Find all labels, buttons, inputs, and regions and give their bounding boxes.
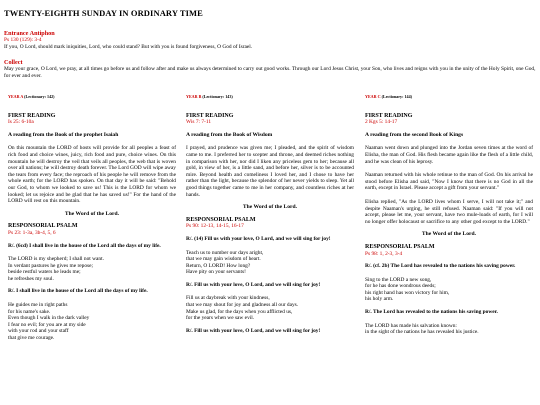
year-c-column	[365, 94, 533, 336]
reading-text: Naaman returned with his whole retinue to the man of God. On his arrival he stood before Elisha and said, "Now I know that there is no God in all the earth, except in Israel. Please accept a gift from your servant."	[365, 172, 533, 192]
first-reading-label: FIRST READING	[186, 112, 234, 119]
psalm-label: RESPONSORIAL PSALM	[186, 216, 256, 223]
readings-columns	[4, 94, 536, 405]
year-a-column	[8, 94, 176, 342]
year-b-column	[186, 94, 354, 334]
psalm-response: R/. I shall live in the house of the Lord all the days of my life.	[8, 288, 148, 295]
entrance-antiphon-heading: Entrance Antiphon	[4, 30, 55, 37]
reading-title: A reading from the Book of Wisdom	[186, 131, 273, 138]
psalm-response: R/. (14) Fill us with your love, O Lord, and we will sing for joy!	[186, 235, 331, 242]
reading-text: Elisha replied, "As the LORD lives whom I serve, I will not take it;" and despite Naaman's urging, he still refused. Naaman said: "If you will not accept, please let me, your servant, have two mule-loads of earth, for I will no longer offer holocaust or sacrifice to any other god except to the LORD."	[365, 198, 533, 225]
psalm-verse: Teach us to number our days aright, that we may gain wisdom of heart. Return, O LORD! How long? Have pity on your servants!	[186, 249, 264, 276]
reading-title: A reading from the second Book of Kings	[365, 131, 464, 138]
psalm-verse: The LORD is my shepherd; I shall not want. In verdant pastures he gives me repose; beside restful waters he leads me; he refreshes my soul.	[8, 256, 104, 282]
psalm-verse: Fill us at daybreak with your kindness, that we may shout for joy and gladness all our days. Make us glad, for the days when you afflicted us, for the years when we saw evil.	[186, 295, 299, 322]
entrance-antiphon-text: If you, O Lord, should mark iniquities, Lord, who could stand? But with you is found forgiveness, O God of Israel.	[4, 43, 253, 50]
psalm-response: R/. Fill us with your love, O Lord, and we will sing for joy!	[186, 281, 321, 288]
reading-ref: Wis 7: 7-11	[186, 119, 212, 126]
collect-text: May your grace, O Lord, we pray, at all times go before us and follow after and make us always determined to carry out good works. Through our Lord Jesus Christ, your Son, who lives and reigns with you in the unity of the Holy Spirit, one God, for ever and ever.	[4, 66, 536, 79]
psalm-ref: Ps 23: 1-3a, 3b-4, 5, 6	[8, 229, 56, 236]
reading-text: On this mountain the LORD of hosts will provide for all peoples a feast of rich food and choice wines, juicy, rich food and pure, choice wines. On this mountain he will destroy the veil that veils all peoples, the web that is woven over all nations; he will destroy death forever. The Lord GOD will wipe away the tears from every face; the reproach of his people he will remove from the whole earth; for the LORD has spoken. On that day it will be said: "Behold our God, to whom we looked to save us! This is the LORD for whom we looked; let us rejoice and be glad that he has saved us!" For the hand of the LORD will rest on this mountain.	[8, 145, 176, 205]
page-title: TWENTY-EIGHTH SUNDAY IN ORDINARY TIME	[4, 8, 203, 18]
word-of-the-lord: The Word of the Lord.	[421, 231, 477, 238]
reading-title: A reading from the Book of the prophet Isaiah	[8, 131, 119, 138]
year-label: YEAR B	[186, 94, 202, 99]
year-a-header	[8, 94, 176, 101]
psalm-verse: He guides me in right paths for his name's sake. Even though I walk in the dark valley I fear no evil; for you are at my side with your rod and your staff that give me courage.	[8, 302, 90, 342]
reading-text: I prayed, and prudence was given me; I pleaded, and the spirit of wisdom came to me. I preferred her to scepter and throne, and deemed riches nothing in comparison with her, nor did I liken any priceless gem to her; because all gold, in view of her, is a little sand, and before her, silver is to be accounted mire. Beyond health and comeliness I loved her, and I chose to have her rather than the light, because the splendor of her never yields to sleep. Yet all good things together came to me in her company, and countless riches at her hands.	[186, 145, 354, 198]
psalm-response: R/. The Lord has revealed to the nations his saving power.	[365, 309, 498, 316]
psalm-response: R/. Fill us with your love, O Lord, and we will sing for joy!	[186, 327, 321, 334]
lectionary-label: (Lectionary: 142)	[24, 94, 55, 99]
collect-heading: Collect	[4, 59, 23, 67]
psalm-verse: Sing to the LORD a new song, for he has done wondrous deeds; his right hand has won victory for him, his holy arm.	[365, 276, 450, 303]
missal-page	[4, 0, 536, 342]
word-of-the-lord: The Word of the Lord.	[242, 204, 298, 211]
lectionary-label: (Lectionary: 143)	[202, 94, 233, 99]
year-b-header	[186, 94, 354, 101]
first-reading-label: FIRST READING	[365, 112, 413, 119]
psalm-ref: Ps 98: 1, 2-3, 3-4	[365, 250, 403, 257]
first-reading-label: FIRST READING	[8, 112, 56, 119]
psalm-label: RESPONSORIAL PSALM	[365, 243, 435, 250]
psalm-ref: Ps 90: 12-13, 14-15, 16-17	[186, 223, 244, 230]
psalm-response: R/. (cf. 2b) The Lord has revealed to the nations his saving power.	[365, 263, 516, 270]
year-label: YEAR A	[8, 94, 24, 99]
lectionary-label: (Lectionary: 144)	[381, 94, 412, 99]
reading-ref: 2 Kgs 5: 14-17	[365, 119, 398, 126]
reading-text: Naaman went down and plunged into the Jordan seven times at the word of Elisha, the man of God. His flesh became again like the flesh of a little child, and he was clean of his leprosy.	[365, 145, 533, 165]
psalm-response: R/. (6cd) I shall live in the house of the Lord all the days of my life.	[8, 242, 161, 249]
entrance-antiphon	[4, 30, 536, 50]
psalm-label: RESPONSORIAL PSALM	[8, 223, 78, 230]
entrance-antiphon-ref: Ps 130 (129): 3-4	[4, 37, 42, 43]
year-c-header	[365, 94, 533, 101]
word-of-the-lord: The Word of the Lord.	[64, 210, 120, 217]
psalm-verse: The LORD has made his salvation known: in the sight of the nations he has revealed his justice.	[365, 322, 479, 336]
collect	[4, 59, 536, 79]
reading-ref: Is 25: 6-10a	[8, 119, 34, 126]
year-label: YEAR C	[365, 94, 381, 99]
